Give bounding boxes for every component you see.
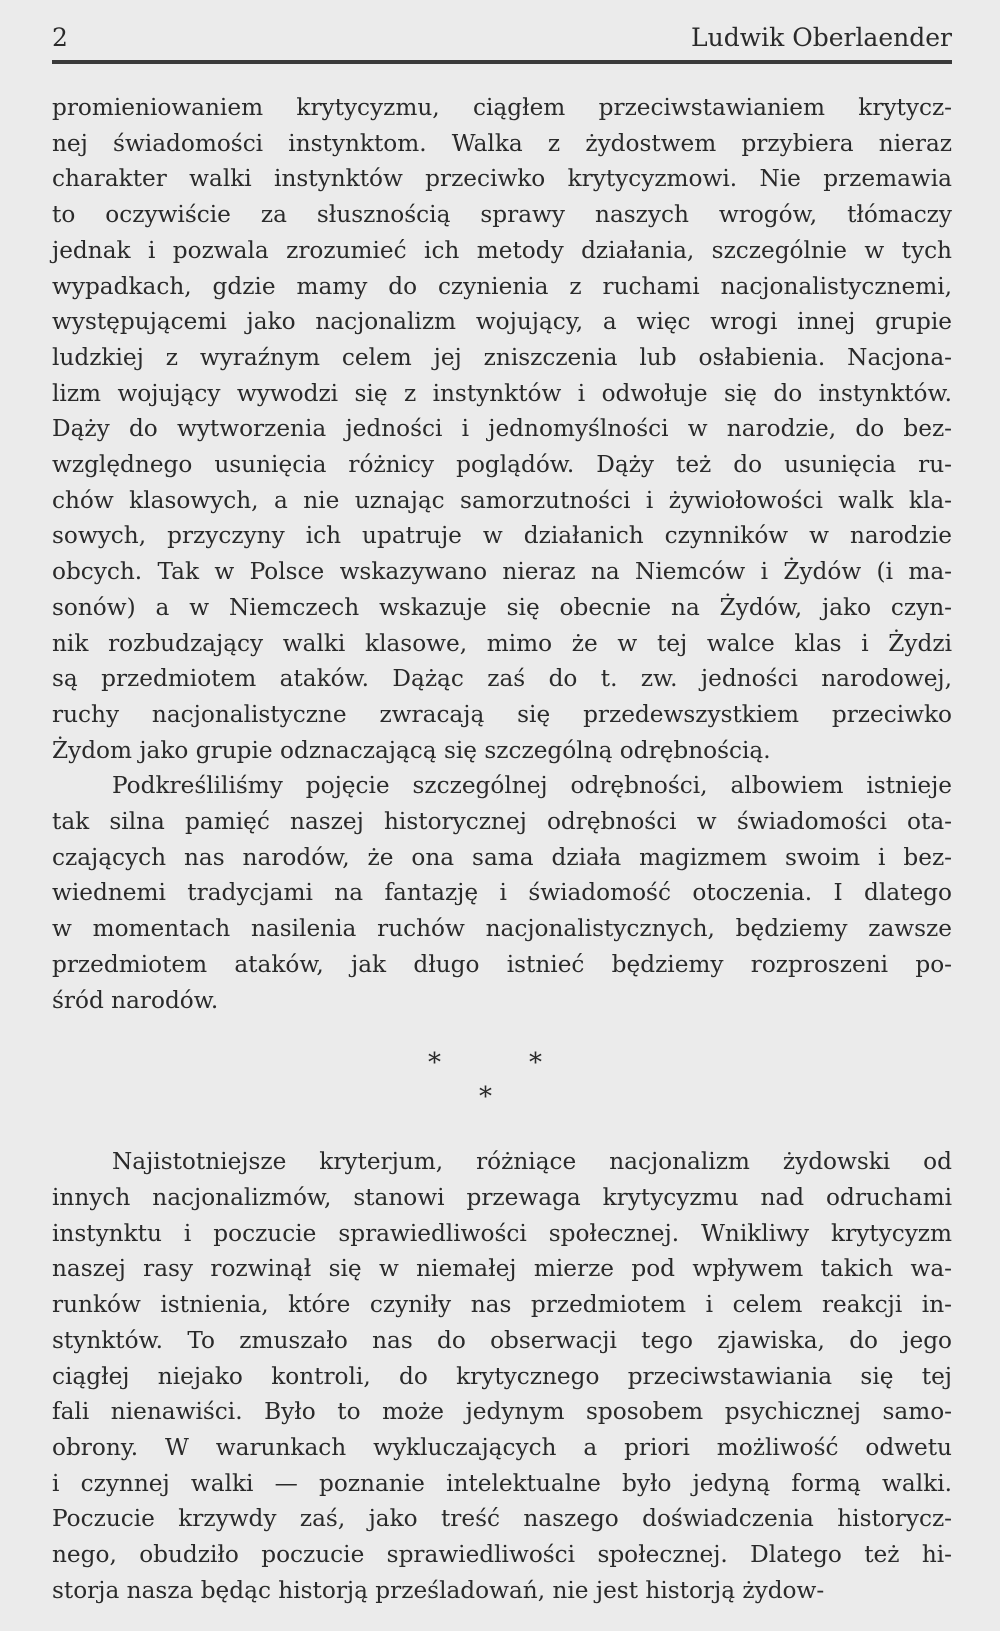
text-line: sonów) a w Niemczech wskazuje się obecnie na Żydów, jako czyn- [52, 593, 952, 621]
text-line: charakter walki instynktów przeciwko krytycyzmowi. Nie przemawia [52, 165, 952, 193]
separator-star-bottom: * [479, 1082, 492, 1113]
text-line: nego, obudziło poczucie sprawiedliwości społecznej. Dlatego też hi- [52, 1541, 952, 1569]
text-line: lizm wojujący wywodzi się z instynktów i odwołuje się do instynktów. [52, 379, 952, 407]
text-line: Żydom jako grupie odznaczającą się szczególną odrębnością. [52, 736, 771, 764]
text-line: wypadkach, gdzie mamy do czynienia z ruchami nacjonalistycznemi, [52, 272, 952, 300]
text-line: ludzkiej z wyraźnym celem jej zniszczenia lub osłabienia. Nacjona- [52, 343, 952, 371]
text-line: tak silna pamięć naszej historycznej odrębności w świadomości ota- [52, 808, 952, 836]
text-line: występującemi jako nacjonalizm wojujący, a więc wrogi innej grupie [52, 308, 952, 336]
text-line: storja nasza będąc historją prześladowań, nie jest historją żydow- [52, 1576, 825, 1604]
text-line: runków istnienia, które czyniły nas przedmiotem i celem reakcji in- [52, 1291, 952, 1319]
text-line: ruchy nacjonalistyczne zwracają się przedewszystkiem przeciwko [52, 700, 952, 728]
text-line: śród narodów. [52, 986, 219, 1014]
text-line: naszej rasy rozwinął się w niemałej mierze pod wpływem takich wa- [52, 1255, 952, 1283]
paragraph-2 [52, 768, 952, 1018]
text-line: promieniowaniem krytycyzmu, ciągłem przeciwstawianiem krytycz- [52, 94, 952, 121]
text-line: Podkreśliliśmy pojęcie szczególnej odrębności, albowiem istnieje [112, 772, 952, 800]
text-line: w momentach nasilenia ruchów nacjonalistycznych, będziemy zawsze [52, 915, 952, 943]
text-line: ciągłej niejako kontroli, do krytycznego przeciwstawiania się tej [52, 1362, 952, 1390]
text-line: nej świadomości instynktom. Walka z żydostwem przybiera nieraz [52, 129, 952, 157]
section-separator [52, 1028, 952, 1138]
header-rule [52, 60, 952, 64]
text-line: innych nacjonalizmów, stanowi przewaga krytycyzmu nad odruchami [52, 1183, 952, 1211]
text-line: obcych. Tak w Polsce wskazywano nieraz na Niemców i Żydów (i ma- [52, 558, 952, 586]
text-line: stynktów. To zmuszało nas do obserwacji tego zjawiska, do jego [52, 1326, 952, 1354]
running-title: Ludwik Oberlaender [691, 23, 952, 52]
paragraph-3 [52, 1144, 952, 1608]
text-line: obrony. W warunkach wykluczających a priori możliwość odwetu [52, 1433, 952, 1461]
paragraph-1 [52, 90, 952, 768]
text-line: wiednemi tradycjami na fantazję i świadomość otoczenia. I dlatego [52, 879, 952, 907]
text-line: Poczucie krzywdy zaś, jako treść naszego doświadczenia historycz- [52, 1505, 952, 1533]
text-line: fali nienawiści. Było to może jedynym sposobem psychicznej samo- [52, 1398, 952, 1426]
page-header [52, 18, 952, 52]
text-line: nik rozbudzający walki klasowe, mimo że w tej walce klas i Żydzi [52, 629, 952, 657]
text-line: jednak i pozwala zrozumieć ich metody działania, szczególnie w tych [52, 236, 952, 264]
separator-star-left: * [428, 1048, 441, 1079]
text-line: czających nas narodów, że ona sama działa magizmem swoim i bez- [52, 843, 952, 871]
page-number: 2 [52, 23, 68, 52]
text-line: Najistotniejsze kryterjum, różniące nacjonalizm żydowski od [112, 1148, 952, 1176]
text-line: przedmiotem ataków, jak długo istnieć będziemy rozproszeni po- [52, 950, 952, 978]
text-line: to oczywiście za słusznością sprawy naszych wrogów, tłómaczy [52, 201, 952, 229]
text-line: instynktu i poczucie sprawiedliwości społecznej. Wnikliwy krytycyzm [52, 1219, 952, 1247]
text-line: sowych, przyczyny ich upatruje w działanich czynników w narodzie [52, 522, 952, 550]
text-line: i czynnej walki — poznanie intelektualne było jedyną formą walki. [52, 1469, 952, 1497]
text-line: Dąży do wytworzenia jedności i jednomyślności w narodzie, do bez- [52, 415, 952, 443]
separator-star-right: * [529, 1048, 542, 1079]
text-line: chów klasowych, a nie uznając samorzutności i żywiołowości walk kla- [52, 486, 952, 514]
text-line: są przedmiotem ataków. Dążąc zaś do t. zw. jedności narodowej, [52, 665, 952, 693]
text-line: względnego usunięcia różnicy poglądów. Dąży też do usunięcia ru- [52, 451, 952, 479]
